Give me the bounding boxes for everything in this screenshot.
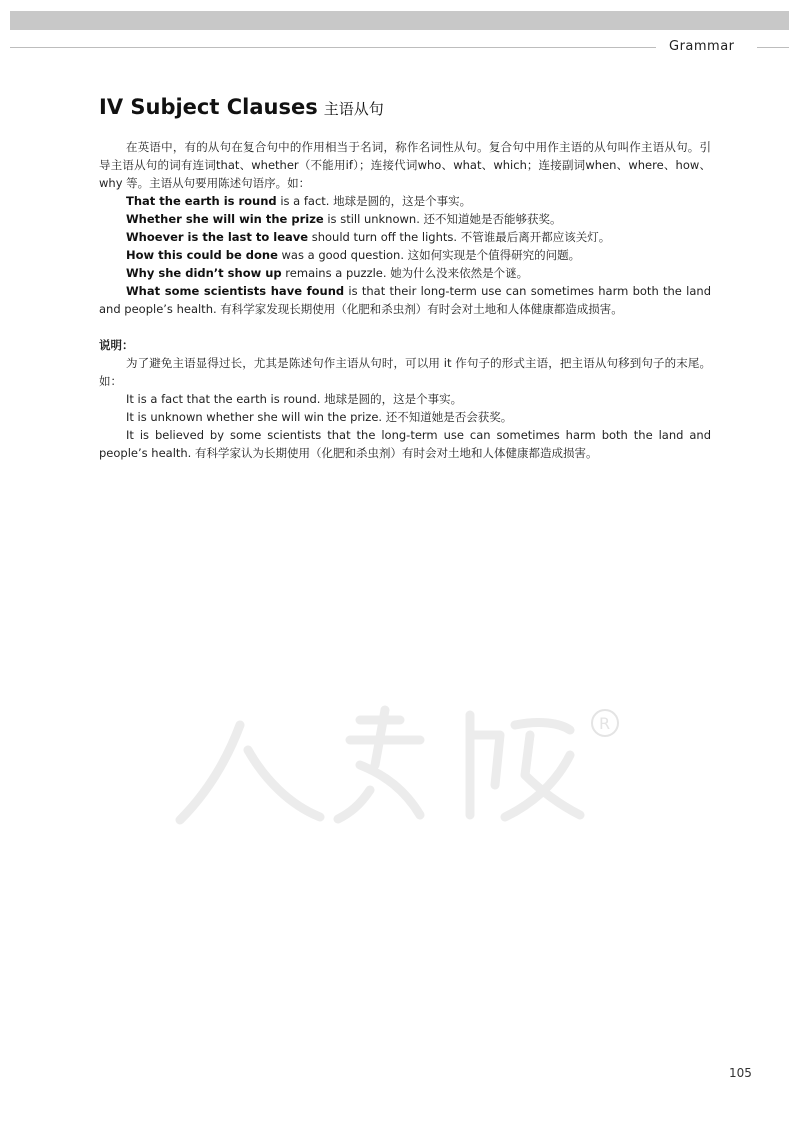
example-rest: is that their long-term use can sometimes harm both the land and people’s health. 有科学家发现长期使用（化肥和杀虫剂）有时会对土地和人体健康都造成损害。 xyxy=(99,284,711,316)
section-title xyxy=(99,95,384,119)
example-sentence xyxy=(99,210,711,228)
watermark-calligraphy xyxy=(180,710,580,820)
example-rest: should turn off the lights. 不管谁最后离开都应该关灯。 xyxy=(308,230,611,244)
example-clause: That the earth is round xyxy=(126,194,277,208)
example-clause: How this could be done xyxy=(126,248,278,262)
content-body xyxy=(99,138,711,462)
example-rest: remains a puzzle. 她为什么没来依然是个谜。 xyxy=(281,266,529,280)
publisher-watermark xyxy=(170,695,630,835)
example-clause: Why she didn’t show up xyxy=(126,266,282,280)
section-title-main: IV Subject Clauses xyxy=(99,95,318,119)
note-paragraph: 为了避免主语显得过长，尤其是陈述句作主语从句时，可以用 it 作句子的形式主语，把主语从句移到句子的末尾。如： xyxy=(99,356,711,388)
example-sentence xyxy=(99,246,711,264)
example-rest: is still unknown. 还不知道她是否能够获奖。 xyxy=(323,212,562,226)
note-example: It is unknown whether she will win the prize. 还不知道她是否会获奖。 xyxy=(126,410,513,424)
example-sentence xyxy=(99,192,711,210)
example-sentence xyxy=(99,228,711,246)
header-rule-left xyxy=(10,47,656,48)
example-clause: Whether she will win the prize xyxy=(126,212,324,226)
header-rule-right xyxy=(757,47,789,48)
example-sentence xyxy=(99,282,711,318)
section-title-cn: 主语从句 xyxy=(323,100,384,118)
intro-paragraph: 在英语中，有的从句在复合句中的作用相当于名词，称作名词性从句。复合句中用作主语的从句叫作主语从句。引导主语从句的词有连词that、whether（不能用if）；连接代词who、what、which；连接副词when、where、how、why 等。主语从句要用陈述句语序。如： xyxy=(99,140,711,190)
example-rest: was a good question. 这如何实现是个值得研究的问题。 xyxy=(277,248,581,262)
page-number: 105 xyxy=(729,1066,752,1080)
note-example: It is believed by some scientists that the long-term use can sometimes harm both the land and people’s health. 有科学家认为长期使用（化肥和杀虫剂）有时会对土地和人体健康都造成损害。 xyxy=(99,428,711,460)
section-label: Grammar xyxy=(669,39,735,54)
note-example: It is a fact that the earth is round. 地球是圆的，这是个事实。 xyxy=(126,392,463,406)
header-band xyxy=(10,11,789,30)
example-clause: Whoever is the last to leave xyxy=(126,230,309,244)
example-clause: What some scientists have found xyxy=(126,284,345,298)
registered-mark-letter: R xyxy=(599,714,611,733)
example-sentence xyxy=(99,264,711,282)
example-rest: is a fact. 地球是圆的，这是个事实。 xyxy=(276,194,472,208)
note-heading: 说明： xyxy=(99,338,134,352)
